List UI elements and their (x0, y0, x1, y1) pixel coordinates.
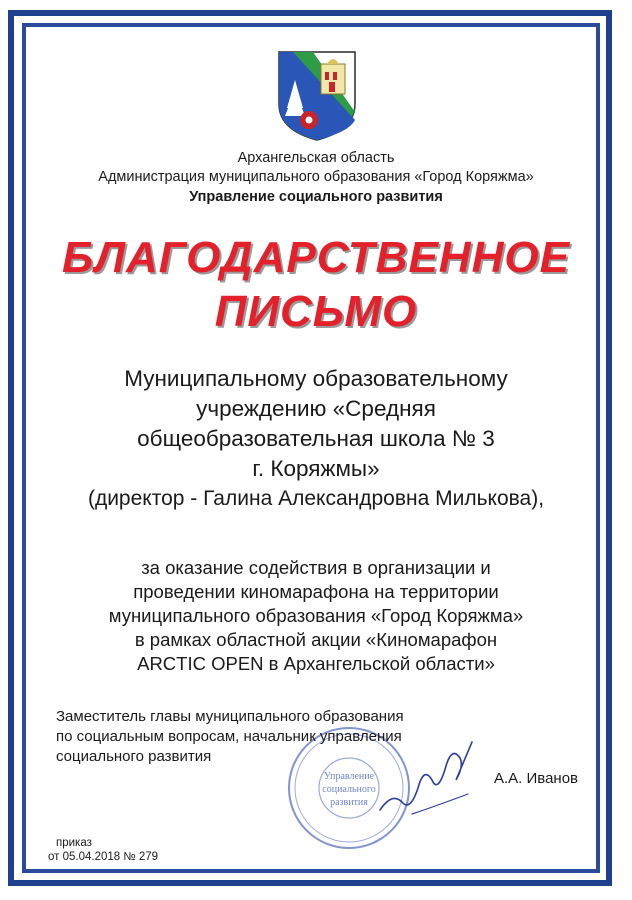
recipient-line1: Муниципальному образовательному (124, 366, 508, 391)
coat-of-arms-icon (277, 50, 357, 142)
order-label: приказ (56, 837, 92, 849)
signature-icon (372, 736, 482, 828)
signer-position-line2: по социальным вопросам, начальник управления (56, 728, 402, 745)
recipient-director: (директор - Галина Александровна Милькова), (87, 487, 545, 510)
document-title-line2: ПИСЬМО (214, 287, 418, 336)
region-name: Архангельская область (237, 150, 395, 166)
reason-line2: проведении киномарафона на территории (133, 581, 499, 602)
document-title-line1: БЛАГОДАРСТВЕННОЕ (62, 233, 570, 282)
reason-line3: муниципального образования «Город Коряжма» (108, 605, 524, 626)
stamp-text-line3: развития (330, 797, 368, 808)
recipient-line4: г. Коряжмы» (252, 456, 380, 481)
reason-line4: в рамках областной акции «Киномарафон (134, 629, 498, 650)
recipient-line2: учреждению «Средняя (196, 396, 436, 421)
administration-name: Администрация муниципального образования «Город Коряжма» (98, 169, 534, 185)
order-details: от 05.04.2018 № 279 (48, 851, 159, 863)
department-name: Управление социального развития (189, 189, 443, 205)
signer-name: А.А. Иванов (494, 770, 579, 787)
stamp-text-line1: Управление (323, 771, 375, 782)
recipient-line3: общеобразовательная школа № 3 (137, 426, 495, 451)
signer-position-line3: социального развития (56, 748, 212, 765)
reason-line5: ARCTIC OPEN в Архангельской области» (137, 653, 495, 674)
signer-position-line1: Заместитель главы муниципального образования (56, 708, 404, 725)
stamp-text-line2: социального (322, 784, 376, 795)
reason-line1: за оказание содействия в организации и (141, 557, 491, 578)
